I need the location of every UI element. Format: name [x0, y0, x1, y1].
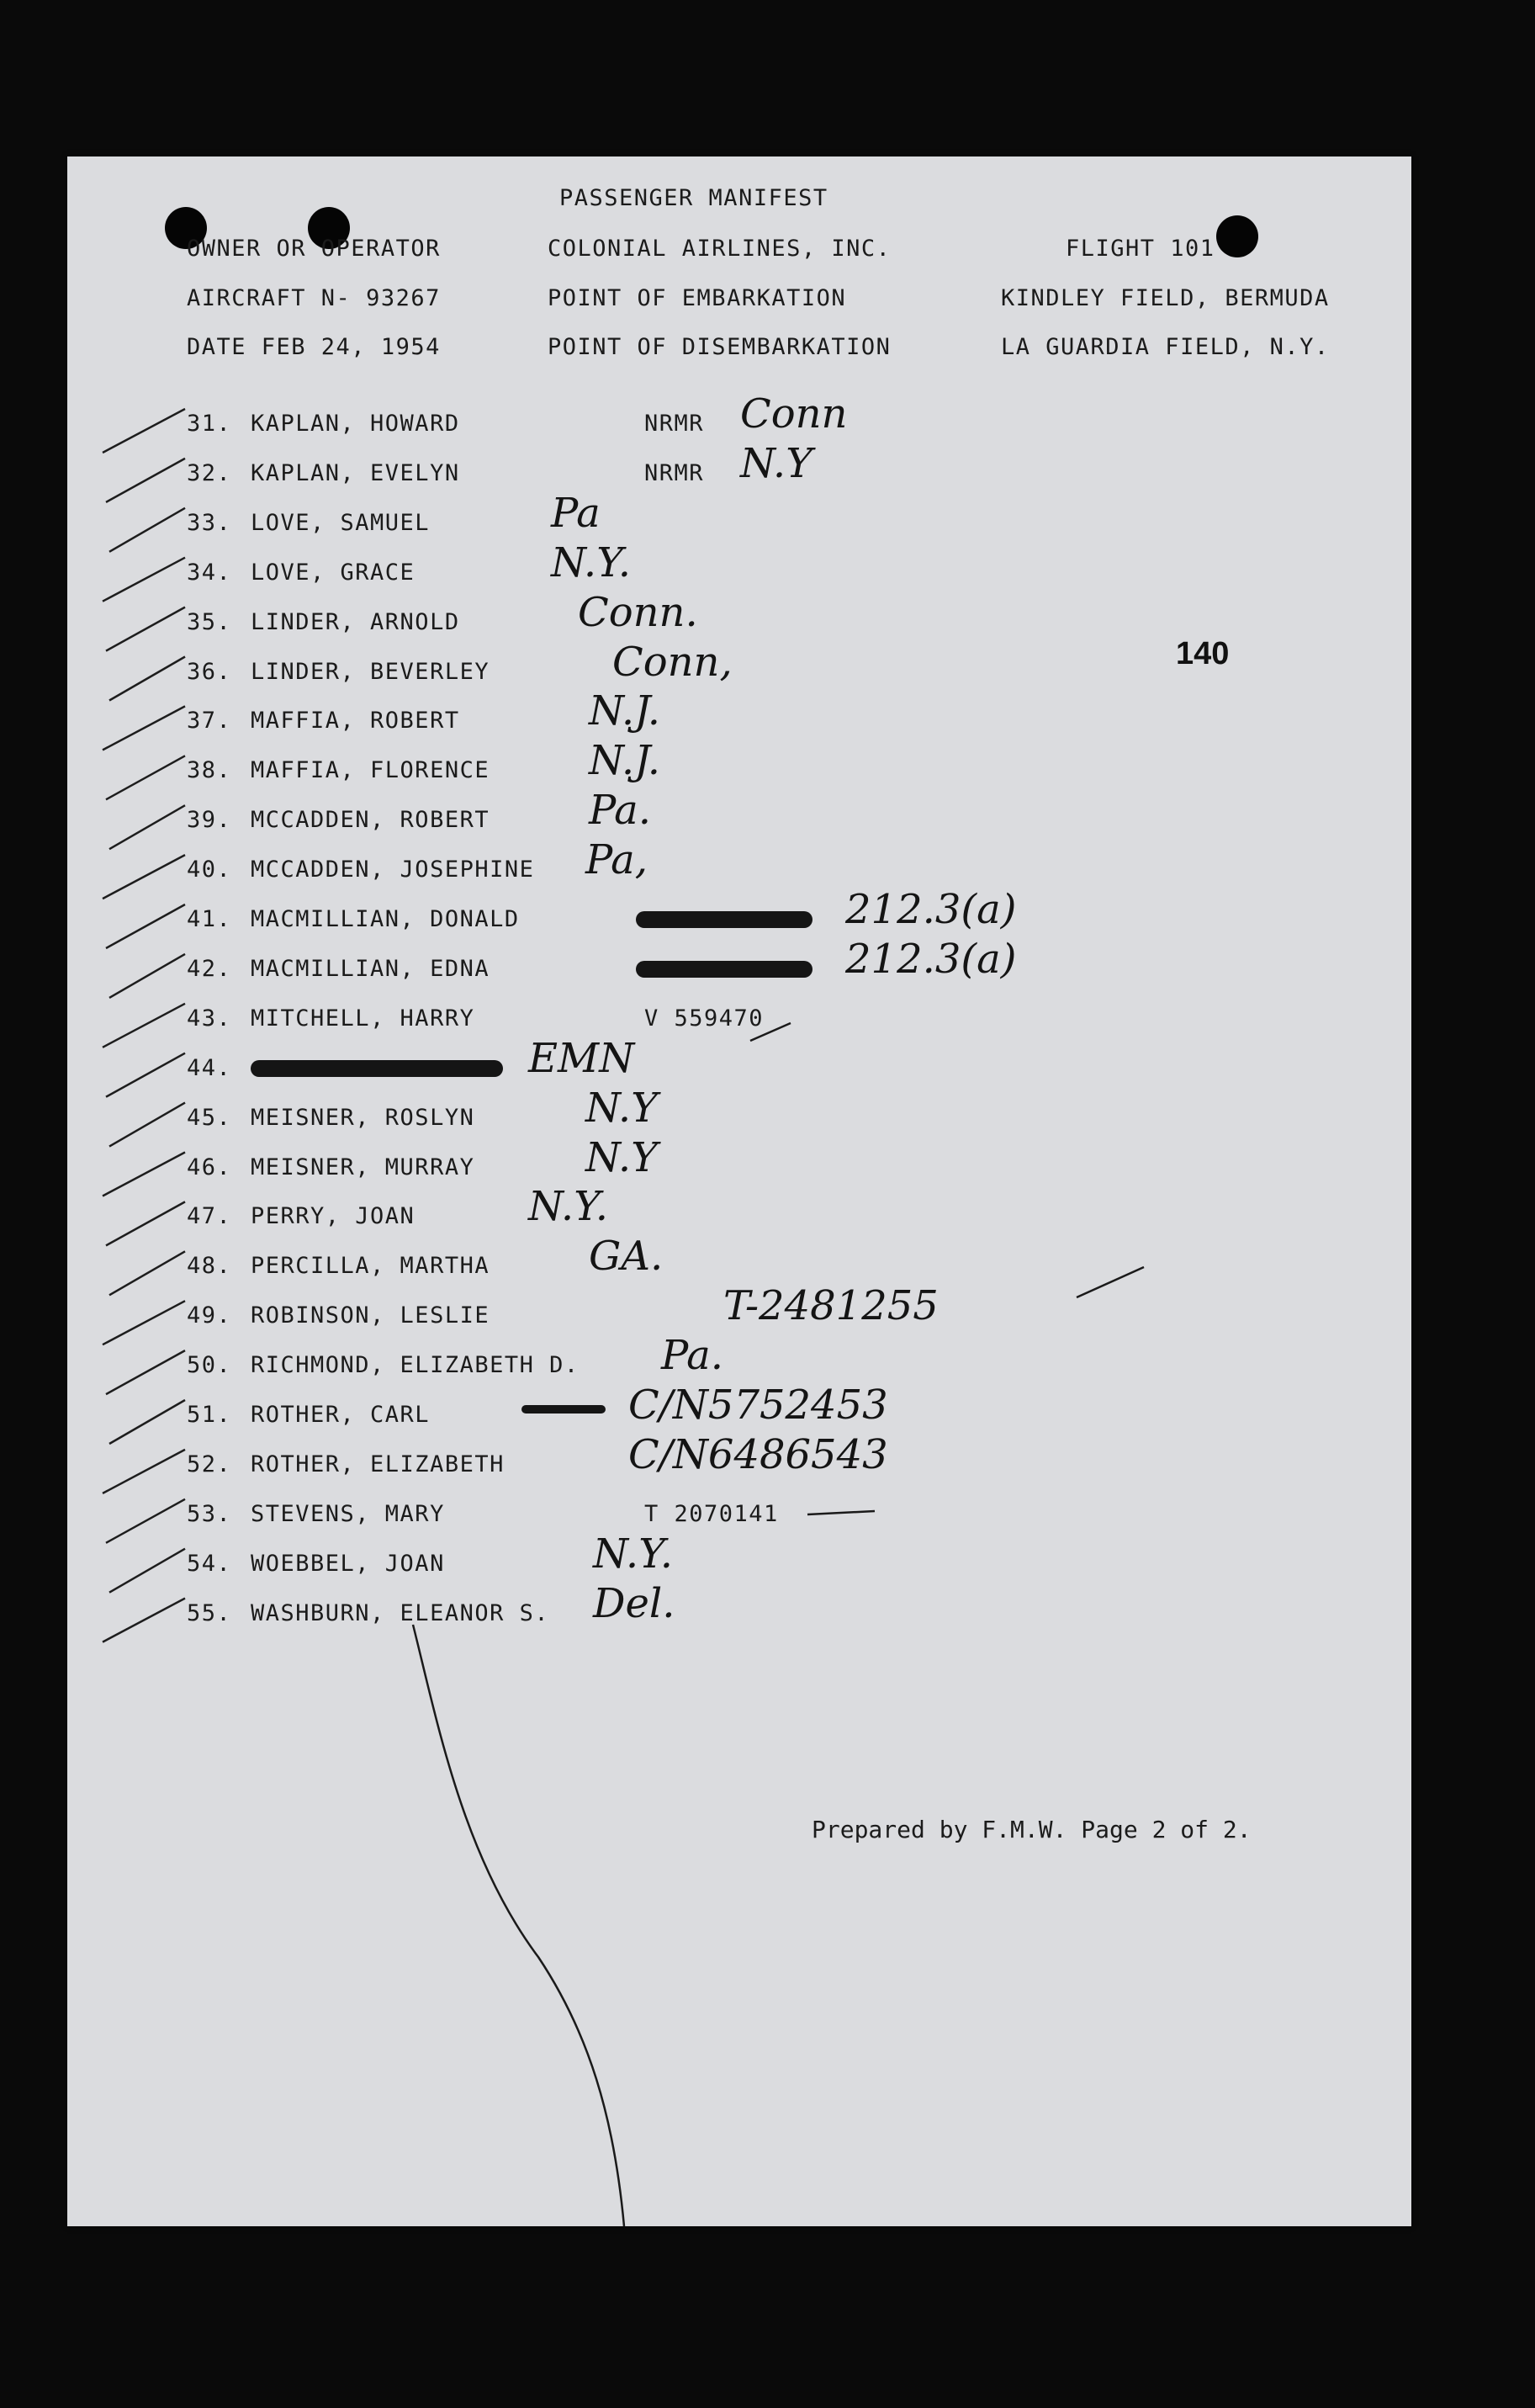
- check-mark: [103, 1301, 185, 1345]
- handwritten-annotation: Conn.: [578, 588, 698, 636]
- check-mark: [103, 558, 185, 602]
- passenger-name: MAFFIA, FLORENCE: [251, 757, 490, 784]
- passenger-name: MAFFIA, ROBERT: [251, 708, 460, 735]
- check-mark: [109, 1251, 185, 1295]
- owner-value: COLONIAL AIRLINES, INC.: [548, 236, 892, 262]
- passenger-name: MCCADDEN, ROBERT: [251, 807, 490, 834]
- handwritten-annotation: N.J.: [589, 687, 660, 735]
- passenger-number: 45.: [187, 1104, 232, 1131]
- handwritten-annotation: 212.3(a): [845, 886, 1017, 933]
- passenger-name: ROTHER, CARL: [251, 1402, 431, 1428]
- handwritten-annotation: C/N6486543: [628, 1430, 888, 1478]
- check-mark: [109, 657, 185, 701]
- check-mark: [103, 855, 185, 899]
- embarkation-value: KINDLEY FIELD, BERMUDA: [1001, 285, 1330, 311]
- passenger-name: WASHBURN, ELEANOR S.: [251, 1599, 550, 1626]
- passenger-typed-note: NRMR: [644, 459, 705, 486]
- check-mark: [109, 805, 185, 849]
- passenger-number: 48.: [187, 1253, 232, 1280]
- passenger-number: 36.: [187, 658, 232, 685]
- handwritten-annotation: N.Y: [585, 1133, 658, 1181]
- passenger-name: WOEBBEL, JOAN: [251, 1550, 445, 1577]
- handwritten-annotation: N.Y: [740, 439, 812, 487]
- manifest-sheet: [67, 156, 1411, 2226]
- passenger-name: MEISNER, MURRAY: [251, 1154, 475, 1180]
- passenger-name: LINDER, ARNOLD: [251, 608, 460, 635]
- passenger-name: MEISNER, ROSLYN: [251, 1104, 475, 1131]
- passenger-name: STEVENS, MARY: [251, 1500, 445, 1527]
- passenger-typed-note: NRMR: [644, 411, 705, 437]
- passenger-name: ROBINSON, LESLIE: [251, 1302, 490, 1329]
- passenger-number: 32.: [187, 459, 232, 486]
- handwritten-annotation: 212.3(a): [845, 935, 1017, 983]
- handwritten-annotation: Conn: [740, 390, 848, 438]
- check-mark: [109, 954, 185, 998]
- check-mark: [109, 1400, 185, 1444]
- check-mark: [103, 1450, 185, 1493]
- flight-number: FLIGHT 101: [1066, 236, 1215, 262]
- passenger-number: 54.: [187, 1550, 232, 1577]
- check-mark: [106, 1201, 185, 1245]
- passenger-number: 47.: [187, 1203, 232, 1230]
- passenger-typed-note: T 2070141: [644, 1500, 779, 1527]
- passenger-name: MCCADDEN, JOSEPHINE: [251, 857, 535, 883]
- passenger-typed-note: V 559470: [644, 1005, 765, 1032]
- handwritten-annotation: N.Y.: [551, 538, 631, 586]
- passenger-name: KAPLAN, HOWARD: [251, 411, 460, 437]
- handwritten-annotation: Pa.: [661, 1332, 724, 1380]
- passenger-number: 42.: [187, 955, 232, 982]
- check-mark: [103, 706, 185, 750]
- check-mark: [109, 1549, 185, 1593]
- passenger-number: 41.: [187, 906, 232, 932]
- check-mark: [103, 1599, 185, 1642]
- passenger-number: 52.: [187, 1451, 232, 1477]
- passenger-number: 38.: [187, 757, 232, 784]
- check-mark: [109, 508, 185, 552]
- handwritten-annotation: Del.: [593, 1579, 675, 1627]
- passenger-number: 37.: [187, 708, 232, 735]
- passenger-number: 44.: [187, 1054, 232, 1081]
- handwritten-annotation: N.J.: [589, 737, 660, 785]
- aircraft-number: AIRCRAFT N- 93267: [187, 285, 441, 311]
- passenger-number: 35.: [187, 608, 232, 635]
- passenger-number: 55.: [187, 1599, 232, 1626]
- passenger-name: PERRY, JOAN: [251, 1203, 416, 1230]
- passenger-number: 39.: [187, 807, 232, 834]
- disembarkation-value: LA GUARDIA FIELD, N.Y.: [1001, 334, 1330, 360]
- manifest-date: DATE FEB 24, 1954: [187, 334, 441, 360]
- check-mark: [106, 756, 185, 799]
- passenger-name: LOVE, GRACE: [251, 559, 416, 586]
- document-title: PASSENGER MANIFEST: [559, 185, 828, 211]
- passenger-name: MACMILLIAN, EDNA: [251, 955, 490, 982]
- handwritten-annotation: EMN: [528, 1034, 635, 1082]
- check-mark: [106, 607, 185, 651]
- passenger-number: 50.: [187, 1352, 232, 1379]
- owner-label: OWNER OR OPERATOR: [187, 236, 441, 262]
- check-mark: [106, 1350, 185, 1394]
- passenger-name: PERCILLA, MARTHA: [251, 1253, 490, 1280]
- passenger-number: 49.: [187, 1302, 232, 1329]
- check-mark: [106, 1499, 185, 1543]
- check-mark: [103, 1004, 185, 1048]
- check-mark: [109, 1103, 185, 1147]
- passenger-number: 31.: [187, 411, 232, 437]
- passenger-name: LOVE, SAMUEL: [251, 509, 431, 536]
- handwritten-annotation: Pa: [551, 489, 601, 537]
- passenger-number: 34.: [187, 559, 232, 586]
- passenger-number: 53.: [187, 1500, 232, 1527]
- passenger-number: 40.: [187, 857, 232, 883]
- embarkation-label: POINT OF EMBARKATION: [548, 285, 847, 311]
- passenger-name: LINDER, BEVERLEY: [251, 658, 490, 685]
- disembarkation-label: POINT OF DISEMBARKATION: [548, 334, 892, 360]
- passenger-name: MACMILLIAN, DONALD: [251, 906, 520, 932]
- handwritten-annotation: N.Y: [585, 1084, 658, 1132]
- check-mark: [106, 1053, 185, 1097]
- passenger-number: 46.: [187, 1154, 232, 1180]
- prepared-by-footer: Prepared by F.M.W. Page 2 of 2.: [812, 1816, 1252, 1843]
- check-mark: [103, 409, 185, 453]
- check-mark: [106, 904, 185, 948]
- passenger-number: 33.: [187, 509, 232, 536]
- handwritten-annotation: Pa.: [589, 787, 652, 835]
- passenger-name: ROTHER, ELIZABETH: [251, 1451, 505, 1477]
- handwritten-annotation: GA.: [589, 1233, 664, 1281]
- handwritten-annotation: Pa,: [585, 836, 648, 884]
- handwritten-annotation: N.Y.: [528, 1183, 608, 1231]
- page-number-stamp: 140: [1176, 636, 1230, 671]
- handwritten-annotation: N.Y.: [593, 1530, 673, 1578]
- check-mark: [106, 459, 185, 502]
- passenger-name: MITCHELL, HARRY: [251, 1005, 475, 1032]
- passenger-number: 43.: [187, 1005, 232, 1032]
- passenger-number: 51.: [187, 1402, 232, 1428]
- passenger-name: RICHMOND, ELIZABETH D.: [251, 1352, 580, 1379]
- passenger-name: KAPLAN, EVELYN: [251, 459, 460, 486]
- handwritten-annotation: Conn,: [612, 638, 733, 686]
- handwritten-annotation: T-2481255: [723, 1282, 939, 1330]
- handwritten-annotation: C/N5752453: [628, 1382, 888, 1429]
- check-mark: [103, 1153, 185, 1196]
- pen-marks: [67, 156, 1411, 2226]
